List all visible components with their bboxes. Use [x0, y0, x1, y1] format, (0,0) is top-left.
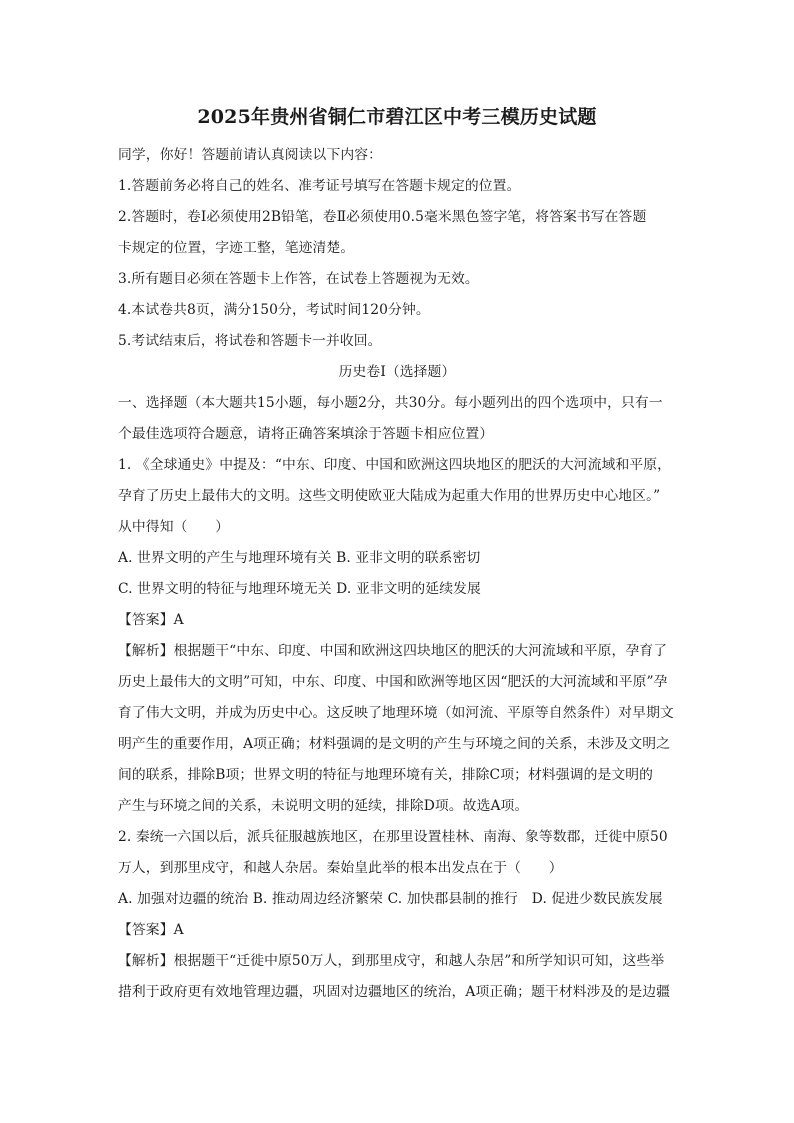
question-1-analysis-line: 历史上最伟大的文明”可知，中东、印度、中国和欧洲等地区因“肥沃的大河流域和平原”孕: [118, 674, 668, 690]
greeting-text: 同学，你好！答题前请认真阅读以下内容：: [118, 147, 383, 163]
instruction-1: 1.答题前务必将自己的姓名、准考证号填写在答题卡规定的位置。: [118, 178, 521, 194]
section-intro: 一、选择题（本大题共15小题，每小题2分，共30分。每小题列出的四个选项中，只有一: [118, 395, 663, 411]
question-2-stem: 2. 秦统一六国以后，派兵征服越族地区，在那里设置桂林、南海、象等数郡，迁徙中原50: [118, 829, 668, 845]
instruction-3: 3.所有题目必须在答题卡上作答，在试卷上答题视为无效。: [118, 271, 479, 287]
question-2-answer: 【答案】A: [118, 922, 184, 938]
page-title: 2025年贵州省铜仁市碧江区中考三模历史试题: [197, 106, 597, 128]
question-1-analysis: 【解析】根据题干“中东、印度、中国和欧洲这四块地区的肥沃的大河流域和平原，孕育了: [118, 643, 668, 659]
question-2-options: A. 加强对边疆的统治 B. 推动周边经济繁荣 C. 加快郡县制的推行 D. 促进少数民族发展: [118, 891, 663, 907]
question-1-analysis-line: 间的联系，排除B项；世界文明的特征与地理环境有关，排除C项；材料强调的是文明的: [118, 767, 654, 783]
question-1-options-ab: A. 世界文明的产生与地理环境有关 B. 亚非文明的联系密切: [118, 550, 481, 566]
question-2-stem-cont: 万人，到那里戍守，和越人杂居。秦始皇此举的根本出发点在于（ ）: [118, 860, 563, 876]
question-1-analysis-line: 育了伟大文明，并成为历史中心。这反映了地理环境（如河流、平原等自然条件）对早期文: [118, 705, 674, 721]
question-1-analysis-line: 明产生的重要作用，A项正确；材料强调的是文明的产生与环境之间的关系，未涉及文明之: [118, 736, 671, 752]
section-heading: 历史卷Ⅰ（选择题）: [338, 364, 456, 380]
question-1-answer: 【答案】A: [118, 612, 184, 628]
instruction-4: 4.本试卷共8页，满分150分，考试时间120分钟。: [118, 302, 430, 318]
section-intro-cont: 个最佳选项符合题意，请将正确答案填涂于答题卡相应位置）: [118, 426, 494, 442]
question-1-prompt: 从中得知（ ）: [118, 519, 230, 535]
instruction-5: 5.考试结束后，将试卷和答题卡一并收回。: [118, 333, 382, 349]
instruction-2: 2.答题时，卷Ⅰ必须使用2B铅笔，卷Ⅱ必须使用0.5毫米黑色签字笔，将答案书写在答题: [118, 209, 647, 225]
question-2-analysis: 【解析】根据题干“迁徙中原50万人，到那里戍守，和越人杂居”和所学知识可知，这些举: [118, 953, 665, 969]
question-1-stem: 1. 《全球通史》中提及：“中东、印度、中国和欧洲这四块地区的肥沃的大河流域和平原，: [118, 457, 672, 473]
question-1-stem-cont: 孕育了历史上最伟大的文明。这些文明使欧亚大陆成为起重大作用的世界历史中心地区。”: [118, 488, 661, 504]
question-2-analysis-line: 措利于政府更有效地管理边疆，巩固对边疆地区的统治，A项正确；题干材料涉及的是边疆: [118, 984, 671, 1000]
instruction-2-cont: 卡规定的位置，字迹工整，笔迹清楚。: [118, 240, 355, 256]
question-1-analysis-line: 产生与环境之间的关系，未说明文明的延续，排除D项。故选A项。: [118, 798, 529, 814]
question-1-options-cd: C. 世界文明的特征与地理环境无关 D. 亚非文明的延续发展: [118, 581, 481, 597]
